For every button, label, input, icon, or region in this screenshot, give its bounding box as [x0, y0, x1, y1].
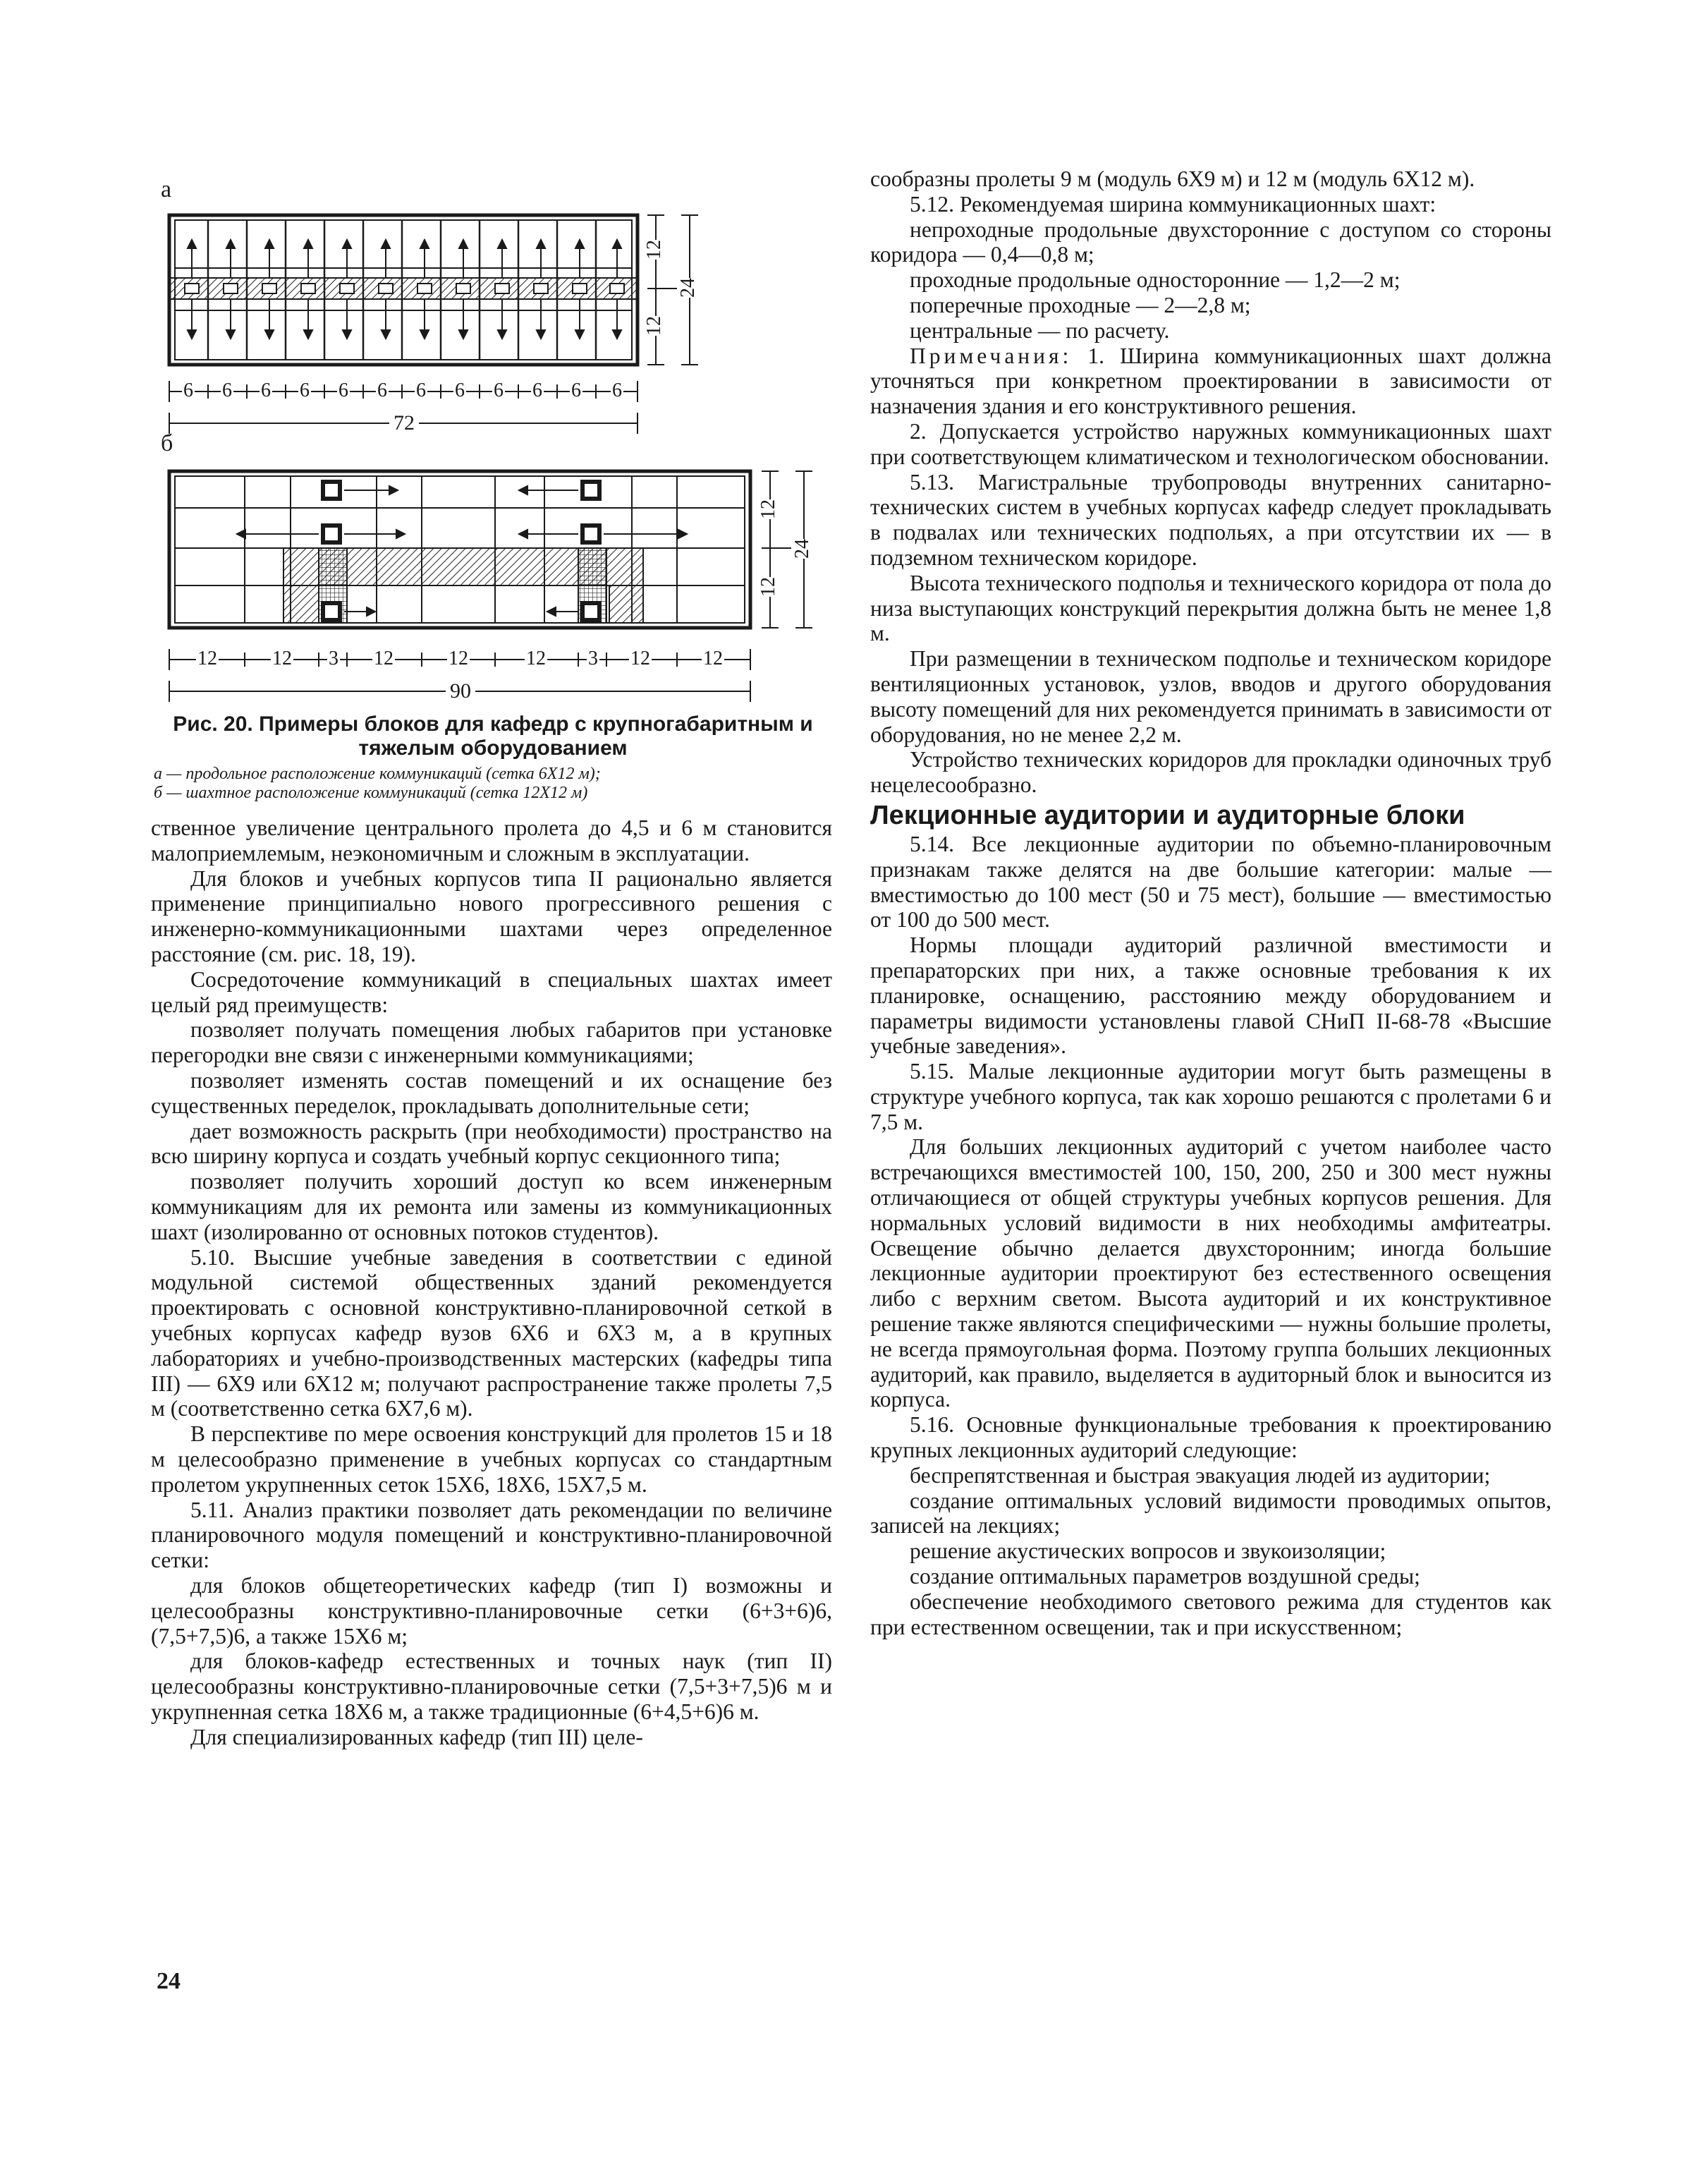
- figure-label-a: а: [161, 176, 172, 202]
- paragraph: ственное увеличение центрального пролета до 4,5 и 6 м становится малоприемлемым, неэкономичным и сложным в эксплуатации.: [151, 815, 832, 866]
- dim-a-span-2: 6: [222, 380, 232, 401]
- paragraph: Нормы площади аудиторий различной вместимости и препараторских при них, а также основные требования к их планировке, оснащению, расстоянию между оборудованием и параметры видимости установлены главой СНиП II-68-78 «Высшие учебные заведения».: [870, 933, 1551, 1059]
- dim-a-span-5: 6: [338, 380, 348, 401]
- dim-a-span-3: 6: [261, 380, 271, 401]
- dim-a-height-1: 12: [643, 240, 665, 260]
- list-item: дает возможность раскрыть (при необходимости) пространство на всю ширину корпуса и создать учебный корпус секционного типа;: [151, 1118, 832, 1169]
- note: 2. Допускается устройство наружных коммуникационных шахт при соответствующем климатическом и технологическом обосновании.: [870, 418, 1551, 469]
- dim-b-span-6: 12: [526, 648, 546, 669]
- dim-a-total-width: 72: [389, 411, 419, 435]
- list-item: поперечные проходные — 2—2,8 м;: [910, 292, 1251, 317]
- list-item: центральные — по расчету.: [910, 317, 1170, 343]
- paragraph: Для блоков и учебных корпусов типа II рационально является применение принципиально нового прогрессивного решения с инженерно-коммуникационными шахтами через определенное расстояние (см. рис. 18, 19).: [151, 866, 832, 966]
- dim-b-span-8: 12: [630, 648, 650, 669]
- list-item: для блоков-кафедр естественных и точных наук (тип II) целесообразны конструктивно-планировочные сетки (7,5+3+7,5)6 м и укрупненная сетка 18Х6 м, а также традиционные (6+4,5+6)6 м.: [151, 1649, 832, 1724]
- figure-caption-b: б — шахтное расположение коммуникаций (сетка 12Х12 м): [154, 784, 588, 802]
- dim-b-span-7: 3: [588, 648, 598, 669]
- paragraph: сообразны пролеты 9 м (модуль 6Х9 м) и 12 м (модуль 6Х12 м).: [870, 166, 1475, 191]
- paragraph: Для больших лекционных аудиторий с учетом наиболее часто встречающихся вместимостей 100, 150, 200, 250 и 300 мест нужны отличающиеся от общей структуры учебных корпусов решения. Для нормальных условий видимости в них необходимы амфитеатры. Освещение обычно делается двухсторонним; иногда большие лекционные аудитории проектируют без естественного освещения либо с верхним светом. Высота аудиторий и их конструктивное решение также являются специфическими — нужны большие пролеты, не всегда прямоугольная форма. Поэтому группа больших лекционных аудиторий, как правило, выделяется в аудиторный блок и выносится из корпуса.: [870, 1134, 1551, 1412]
- list-item: проходные продольные односторонние — 1,2—2 м;: [910, 267, 1401, 293]
- paragraph: При размещении в техническом подполье и техническом коридоре вентиляционных установок, узлов, вводов и другого оборудования высоту помещений для них рекомендуется принимать в зависимости от оборудования, но не менее 2,2 м.: [870, 646, 1551, 747]
- right-column: [870, 166, 1551, 1639]
- paragraph: Устройство технических коридоров для прокладки одиночных труб нецелесообразно.: [870, 747, 1551, 798]
- paragraph: 5.11. Анализ практики позволяет дать рекомендации по величине планировочного модуля помещений и конструктивно-планировочной сетки:: [151, 1497, 832, 1573]
- list-item: обеспечение необходимого светового режима для студентов как при естественном освещении, так и при искусственном;: [870, 1589, 1551, 1639]
- dim-a-span-7: 6: [416, 380, 426, 401]
- dim-b-span-5: 12: [449, 648, 468, 669]
- dim-a-total-height: 24: [677, 278, 699, 298]
- list-item: создание оптимальных параметров воздушной среды;: [910, 1564, 1420, 1589]
- list-item: позволяет получать помещения любых габаритов при установке перегородки вне связи с инженерными коммуникациями;: [151, 1017, 832, 1068]
- dim-b-height-2: 12: [757, 577, 779, 597]
- dim-a-span-9: 6: [494, 380, 504, 401]
- list-item: для блоков общетеоретических кафедр (тип I) возможны и целесообразны конструктивно-планировочные сетки (6+3+6)6, (7,5+7,5)6, а также 15Х6 м;: [151, 1572, 832, 1649]
- dim-a-span-11: 6: [571, 380, 581, 401]
- dim-b-span-2: 12: [272, 648, 292, 669]
- paragraph: 5.13. Магистральные трубопроводы внутренних санитарно-технических систем в учебных корпусах кафедр следует прокладывать в подвалах или технических подпольях, а при отсутствии их — в подземном техническом коридоре.: [870, 469, 1551, 570]
- dim-a-height-2: 12: [643, 316, 665, 336]
- dim-b-total-height: 24: [791, 539, 813, 559]
- note-label: Примечания:: [910, 343, 1073, 368]
- dim-b-span-4: 12: [374, 648, 394, 669]
- paragraph: 5.15. Малые лекционные аудитории могут быть размещены в структуре учебного корпуса, так как хорошо решаются с пролетами 6 и 7,5 м.: [870, 1059, 1551, 1134]
- note-text: 1. Ширина коммуникационных шахт должна уточняться при конкретном проектировании в зависимости от назначения здания и его конструктивного решения.: [870, 343, 1551, 419]
- dim-a-span-8: 6: [455, 380, 465, 401]
- dim-a-span-6: 6: [377, 380, 387, 401]
- figure-caption-title: Рис. 20. Примеры блоков для кафедр с крупногабаритным и тяжелым оборудованием: [173, 712, 813, 760]
- dim-b-span-9: 12: [703, 648, 723, 669]
- dim-a-span-4: 6: [300, 380, 310, 401]
- dim-a-span-10: 6: [532, 380, 542, 401]
- list-item: беспрепятственная и быстрая эвакуация людей из аудитории;: [910, 1462, 1491, 1488]
- paragraph: Высота технического подполья и технического коридора от пола до низа выступающих конструкций перекрытия должна быть не менее 1,8 м.: [870, 570, 1551, 646]
- paragraph: В перспективе по мере освоения конструкций для пролетов 15 и 18 м целесообразно применение в учебных корпусах со стандартным пролетом укрупненных сеток 15Х6, 18Х6, 15Х7,5 м.: [151, 1421, 832, 1497]
- paragraph: 5.16. Основные функциональные требования к проектированию крупных лекционных аудиторий следующие:: [870, 1412, 1551, 1463]
- list-item: решение акустических вопросов и звукоизоляции;: [910, 1538, 1386, 1564]
- note: [870, 344, 1551, 419]
- paragraph: Для специализированных кафедр (тип III) целе-: [190, 1724, 643, 1749]
- dim-b-span-3: 3: [329, 648, 338, 669]
- list-item: позволяет изменять состав помещений и их оснащение без существенных переделок, прокладывать дополнительные сети;: [151, 1067, 832, 1118]
- page-number: 24: [157, 1968, 181, 1994]
- dim-a-span-12: 6: [612, 380, 622, 401]
- section-heading: Лекционные аудитории и аудиторные блоки: [870, 800, 1465, 830]
- figure-20-drawing: [0, 0, 867, 705]
- paragraph: 5.14. Все лекционные аудитории по объемно-планировочным признакам также делятся на две большие категории: малые — вместимостью до 100 мест (50 и 75 мест), большие — вместимостью от 100 до 500 мест.: [870, 831, 1551, 933]
- dim-b-height-1: 12: [757, 499, 779, 519]
- paragraph: 5.12. Рекомендуемая ширина коммуникационных шахт:: [910, 191, 1436, 217]
- figure-caption-a: а — продольное расположение коммуникаций (сетка 6Х12 м);: [154, 765, 601, 783]
- dim-a-span-1: 6: [183, 380, 193, 401]
- paragraph: Сосредоточение коммуникаций в специальных шахтах имеет целый ряд преимуществ:: [151, 966, 832, 1017]
- left-column: [151, 815, 832, 1749]
- list-item: создание оптимальных условий видимости проводимых опытов, записей на лекциях;: [870, 1488, 1551, 1538]
- paragraph: 5.10. Высшие учебные заведения в соответствии с единой модульной системой общественных зданий рекомендуется проектировать с основной конструктивно-планировочной сеткой в учебных корпусах кафедр вузов 6Х6 и 6Х3 м, а в крупных лабораториях и учебно-производственных мастерских (кафедры типа III) — 6Х9 или 6Х12 м; получают распространение также пролеты 7,5 м (соответственно сетка 6Х7,6 м).: [151, 1244, 832, 1421]
- figure-caption: [151, 712, 835, 803]
- dim-b-span-1: 12: [197, 648, 217, 669]
- dim-b-total-width: 90: [446, 679, 475, 703]
- figure-label-b: б: [161, 430, 173, 456]
- list-item: непроходные продольные двухсторонние с доступом со стороны коридора — 0,4—0,8 м;: [870, 217, 1551, 267]
- list-item: позволяет получить хороший доступ ко всем инженерным коммуникациям для их ремонта или замены из коммуникационных шахт (изолированно от основных потоков студентов).: [151, 1169, 832, 1244]
